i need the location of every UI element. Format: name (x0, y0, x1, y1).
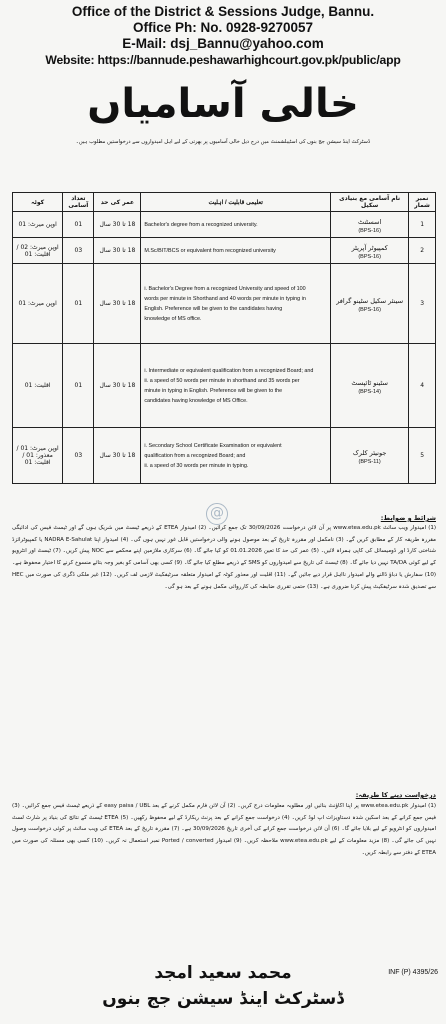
cell-age: 18 تا 30 سال (94, 212, 141, 238)
cell-age: 18 تا 30 سال (94, 344, 141, 428)
qualification-line: Bachelor's degree from a recognized university. (144, 221, 258, 228)
qualification-line: minute in typing in English. Preference will be given to the (144, 387, 283, 394)
watermark-stamp: @ (206, 503, 228, 525)
table-header-row (13, 193, 436, 212)
cell-serial: 5 (409, 428, 436, 484)
header-quota: کوٹہ (13, 193, 63, 212)
cell-quota: اوپن میرٹ: 01 / معذور: 01 / اقلیت: 01 (13, 428, 63, 484)
office-name: Office of the District & Sessions Judge, Bannu. (71, 4, 375, 19)
office-phone: Office Ph: No. 0928-9270057 (132, 20, 314, 35)
office-header (0, 0, 446, 68)
cell-post-name (331, 264, 409, 344)
signatory-name: محمد سعید امجد (154, 963, 292, 983)
cell-age: 18 تا 30 سال (94, 238, 141, 264)
post-scale: (BPS-11) (358, 458, 381, 465)
cell-quota: اوپن میرٹ: 01 (13, 264, 63, 344)
reference-number: INF (P) 4395/26 (388, 969, 438, 976)
qualification-line: i. Intermediate or equivalent qualification from a recognized Board; and (144, 367, 314, 374)
table-row (13, 212, 436, 238)
qualification-line: ii. a speed of 50 words per minute in shorthand and 35 words per (144, 377, 300, 384)
intro-text: ڈسٹرکٹ اینڈ سیشن جج بنوں کی اسٹیبلشمنٹ میں درج ذیل خالی آسامیوں پر بھرتی کے لیے اہل امیدواروں سے درخواستیں مطلوب ہیں۔ (75, 139, 371, 145)
cell-post-name (331, 428, 409, 484)
cell-posts: 03 (63, 428, 94, 484)
table-row (13, 238, 436, 264)
office-email: E-Mail: dsj_Bannu@yahoo.com (122, 36, 324, 51)
header-posts: تعداد آسامی (63, 193, 94, 212)
cell-post-name (331, 212, 409, 238)
qualification-line: M.Sc/BIT/BCS or equivalent from recognized university (144, 247, 276, 254)
cell-age: 18 تا 30 سال (94, 264, 141, 344)
cell-posts: 01 (63, 344, 94, 428)
cell-age: 18 تا 30 سال (94, 428, 141, 484)
post-title: اسسٹنٹ (357, 217, 382, 226)
header-serial: نمبر شمار (409, 193, 436, 212)
post-scale: (BPS-16) (358, 306, 381, 313)
post-scale: (BPS-16) (358, 253, 381, 260)
cell-qualification (141, 428, 331, 484)
cell-post-name (331, 238, 409, 264)
cell-quota: اوپن میرٹ: 02 / اقلیت: 01 (13, 238, 63, 264)
qualification-line: ii. a speed of 30 words per minute in typing. (144, 462, 249, 469)
qualification-line: candidates having knowledge of MS Office. (144, 397, 248, 404)
terms-section (12, 513, 436, 953)
how-to-apply-text: (1) امیدوار www.etea.edu.pk پر اپنا اکاؤنٹ بنائیں اور مطلوبہ معلومات درج کریں۔ (2) آن لائن فارم مکمل کرنے کے بعد easy paisa / UBL کے ذریعے ٹیسٹ فیس جمع کرائیں۔ (3) فیس جمع کرانے کے بعد اسکین شدہ دستاویزات اپ لوڈ کریں۔ (4) درخواست جمع کرانے کے بعد پرنٹ ریکارڈ کے لیے محفوظ رکھیں۔ (5) ETEA ٹیسٹ کے نتائج کی بنیاد پر شارٹ لسٹ امیدواروں کو انٹرویو کے لیے بلایا جائے گا۔ (6) آن لائن درخواست جمع کرانے کی آخری تاریخ 30/09/2026 ہے۔ (7) مقررہ تاریخ کے بعد ETEA کی ویب سائٹ پر کوئی درخواست وصول نہیں کی جائے گی۔ (8) مزید معلومات کے لیے www.etea.edu.pk ملاحظہ کریں۔ (9) امیدوار Ported / converted نمبر استعمال نہ کریں۔ (10) کسی بھی مسئلہ کی صورت میں ETEA کے دفتر سے رابطہ کریں۔ (12, 803, 436, 856)
cell-posts: 01 (63, 212, 94, 238)
terms-text: (1) امیدوار ویب سائٹ www.etea.edu.pk پر آن لائن درخواست 30/09/2026 تک جمع کرائیں۔ (2) امیدوار ETEA کے ذریعے ٹیسٹ میں شریک ہوں گے اور ٹیسٹ فیس کی ادائیگی مقررہ طریقہ کار کے مطابق کریں گے۔ (3) نامکمل اور مقررہ تاریخ کے بعد موصول ہونے والی درخواستیں قابل غور نہیں ہوں گی۔ (4) امیدوار اپنا NADRA E-Sahulat یا کمپیوٹرائزڈ شناختی کارڈ اور ڈومیسائل کی کاپی ہمراہ لائیں۔ (5) عمر کی حد کا تعین 01.01.2026 کو کیا جائے گا۔ (6) سرکاری ملازمین اپنے محکمے سے NOC پیش کریں۔ (7) ٹیسٹ اور انٹرویو کے لیے کوئی TA/DA نہیں دیا جائے گا۔ (8) ٹیسٹ کی تاریخ سے امیدواروں کو SMS کے ذریعے مطلع کیا جائے گا۔ (9) کسی بھی آسامی کو بغیر وجہ بتائے منسوخ کرنے کا اختیار محفوظ ہے۔ (10) سفارش یا دباؤ ڈالنے والے امیدوار نااہل قرار دیے جائیں گے۔ (11) اقلیت اور معذور کوٹہ کے امیدوار متعلقہ سرٹیفکیٹ لازمی لف کریں۔ (12) غیر ملکی ڈگری کی صورت میں HEC سے تصدیق شدہ سرٹیفکیٹ پیش کرنا ضروری ہے۔ (13) حتمی تقرری ضابطہ کی کارروائی مکمل ہونے کے بعد ہو گی۔ (12, 525, 436, 590)
post-title: کمپیوٹر آپریٹر (351, 243, 388, 252)
qualification-line: words per minute in Shorthand and 40 words per minute in typing in (144, 295, 306, 302)
cell-serial: 3 (409, 264, 436, 344)
table-row (13, 264, 436, 344)
cell-quota: اقلیت: 01 (13, 344, 63, 428)
header-age: عمر کی حد (94, 193, 141, 212)
qualification-line: i. Secondary School Certificate Examination or equivalent (144, 442, 282, 449)
post-title: سٹینو ٹائپسٹ (351, 378, 388, 387)
cell-serial: 2 (409, 238, 436, 264)
post-scale: (BPS-16) (358, 227, 381, 234)
terms-title: شرائط و ضوابط: (380, 514, 436, 522)
cell-quota: اوپن میرٹ: 01 (13, 212, 63, 238)
office-website: Website: https://bannude.peshawarhighcourt.gov.pk/public/app (45, 53, 401, 67)
vacancies-title: خالی آسامیاں (87, 81, 359, 127)
qualification-line: i. Bachelor's Degree from a recognized University and speed of 100 (144, 285, 306, 292)
cell-qualification (141, 264, 331, 344)
header-qualification: تعلیمی قابلیت / اہلیت (141, 193, 331, 212)
qualification-line: qualification from a recognized Board; and (144, 452, 246, 459)
cell-qualification (141, 238, 331, 264)
qualification-line: English. Preference will be given to the candidates having (144, 305, 283, 312)
post-title: جونیئر کلرک (352, 448, 387, 457)
cell-serial: 4 (409, 344, 436, 428)
qualification-line: knowledge of MS office. (144, 315, 202, 322)
post-scale: (BPS-14) (358, 388, 381, 395)
table-row (13, 428, 436, 484)
cell-posts: 03 (63, 238, 94, 264)
table-row (13, 344, 436, 428)
vacancies-table (12, 192, 436, 484)
cell-post-name (331, 344, 409, 428)
header-post-name: نام آسامی مع بنیادی سکیل (331, 193, 409, 212)
signatory-designation: ڈسٹرکٹ اینڈ سیشن جج بنوں (102, 989, 344, 1009)
how-to-apply-title: درخواست دینے کا طریقہ: (355, 791, 436, 799)
post-title: سینئر سکیل سٹینو گرافر (336, 296, 404, 305)
cell-posts: 01 (63, 264, 94, 344)
cell-serial: 1 (409, 212, 436, 238)
cell-qualification (141, 212, 331, 238)
cell-qualification (141, 344, 331, 428)
